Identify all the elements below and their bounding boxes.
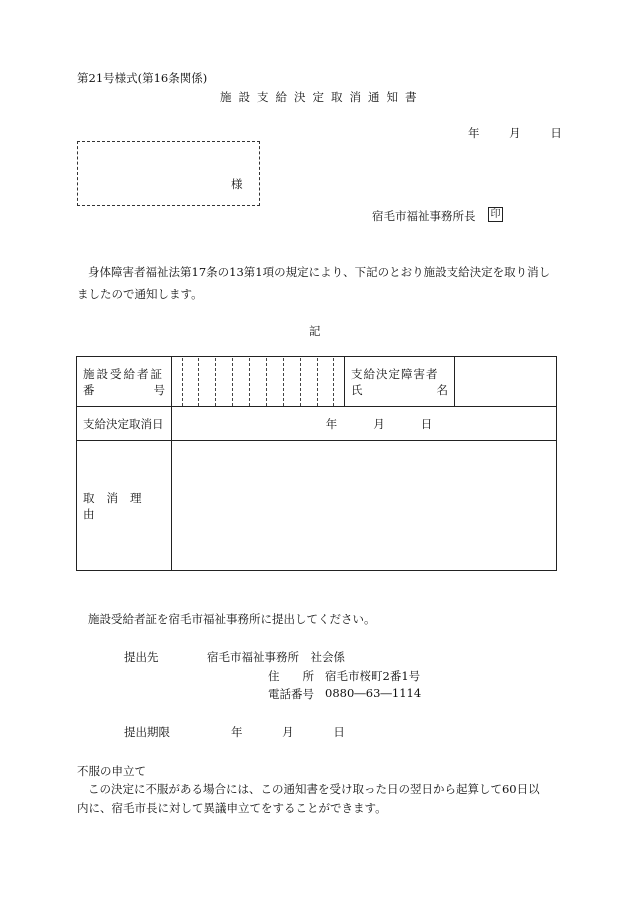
body-text-line2: ましたので通知します。	[77, 287, 203, 301]
destination-value: 宿毛市福祉事務所 社会係	[207, 650, 345, 664]
seal-mark: 印	[488, 207, 503, 222]
reason-label-text: 取消理由	[83, 490, 154, 521]
cancel-date-value	[172, 407, 557, 441]
phone-value: 0880―63―1114	[325, 686, 422, 700]
recipient-name-label	[345, 357, 455, 407]
submit-instruction: 施設受給者証を宿毛市福祉事務所に提出してください。	[88, 612, 376, 626]
cancel-month: 月	[373, 416, 385, 431]
destination-label: 提出先	[124, 650, 159, 664]
deadline-date	[231, 724, 345, 740]
objection-line2: 内に、宿毛市長に対して異議申立てをすることができます。	[77, 801, 387, 815]
phone-label: 電話番号	[268, 687, 314, 701]
cancel-date-label	[77, 407, 172, 441]
name-label-mei: 名	[436, 382, 448, 397]
objection-line1: この決定に不服がある場合には、この通知書を受け取った日の翌日から起算して60日以	[88, 782, 540, 796]
cert-number-cells	[172, 357, 345, 407]
cancel-day: 日	[420, 416, 433, 431]
objection-heading: 不服の申立て	[77, 764, 146, 778]
cert-number-label	[77, 357, 172, 407]
body-text-line1: 身体障害者福祉法第17条の13第1項の規定により、下記のとおり施設支給決定を取り消し	[88, 265, 551, 279]
deadline-label: 提出期限	[124, 725, 170, 739]
issue-month: 月	[509, 126, 521, 140]
cert-label-go: 号	[153, 382, 165, 397]
address-label: 住 所	[268, 669, 314, 683]
cert-label-line1: 施設受給者証	[83, 366, 164, 381]
cancel-year: 年	[325, 416, 338, 431]
deadline-year: 年	[231, 725, 243, 739]
info-table	[76, 356, 557, 571]
name-label-line1: 支給決定障害者	[351, 366, 439, 381]
form-number: 第21号様式(第16条関係)	[77, 71, 208, 85]
issuer-name: 宿毛市福祉事務所長	[372, 209, 476, 223]
addressee-suffix: 様	[231, 177, 243, 191]
cert-label-ban: 番	[83, 382, 95, 397]
cancel-date-label-text: 支給決定取消日	[83, 416, 164, 431]
name-label-shi: 氏	[351, 382, 363, 397]
deadline-day: 日	[333, 725, 345, 739]
ki-heading: 記	[309, 324, 321, 338]
address-value: 宿毛市桜町2番1号	[325, 669, 421, 683]
issue-day: 日	[550, 126, 562, 140]
issue-date	[468, 125, 562, 141]
reason-value	[172, 441, 557, 571]
deadline-month: 月	[282, 725, 294, 739]
recipient-name-value	[455, 357, 557, 407]
issue-year: 年	[468, 126, 480, 140]
reason-label	[77, 441, 172, 571]
document-title: 施設支給決定取消通知書	[220, 90, 424, 104]
addressee-box	[77, 141, 260, 206]
